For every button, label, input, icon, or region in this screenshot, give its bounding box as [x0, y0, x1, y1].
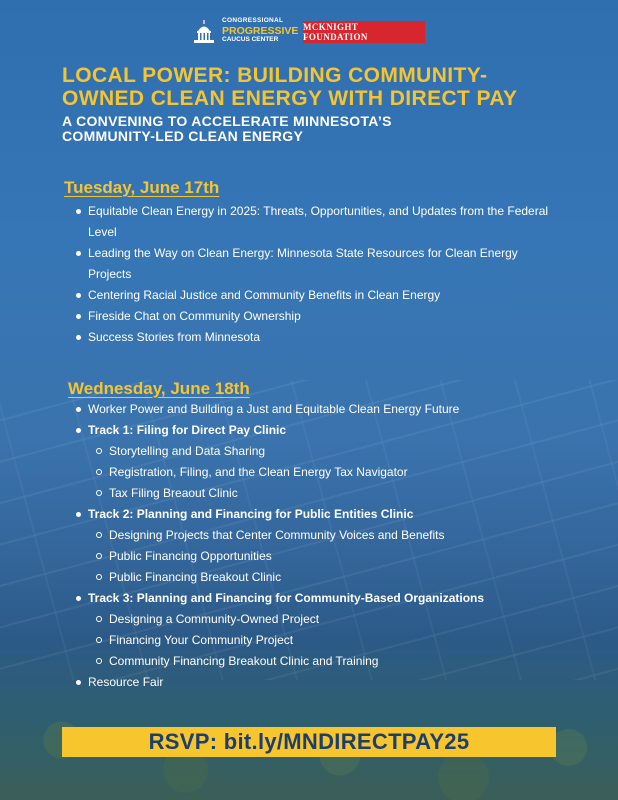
sub-item: Community Financing Breakout Clinic and Training — [109, 651, 558, 672]
sub-item: Financing Your Community Project — [109, 630, 558, 651]
day1-heading: Tuesday, June 17th — [64, 178, 220, 197]
title-line1: LOCAL POWER: BUILDING COMMUNITY- — [62, 64, 488, 87]
subtitle-line2: COMMUNITY-LED CLEAN ENERGY — [62, 128, 304, 144]
track-title: Track 1: Filing for Direct Pay Clinic — [88, 423, 287, 437]
list-item: Leading the Way on Clean Energy: Minnesota State Resources for Clean Energy Projects — [88, 243, 558, 285]
cpcc-line1: CONGRESSIONAL — [222, 17, 284, 24]
day2-heading: Wednesday, June 18th — [68, 379, 250, 398]
list-item: Worker Power and Building a Just and Equitable Clean Energy Future — [88, 399, 558, 420]
track-title: Track 2: Planning and Financing for Public Entities Clinic — [88, 507, 414, 521]
cpcc-line2: PROGRESSIVE — [222, 24, 299, 37]
page-subtitle — [62, 114, 392, 144]
track-item — [88, 504, 558, 588]
list-item: Success Stories from Minnesota — [88, 327, 558, 348]
track-sublist — [109, 609, 558, 672]
sub-item: Public Financing Breakout Clinic — [109, 567, 558, 588]
sub-item: Designing a Community-Owned Project — [109, 609, 558, 630]
list-item: Resource Fair — [88, 672, 558, 693]
page-title — [62, 64, 582, 110]
track-item — [88, 420, 558, 504]
title-line2: OWNED CLEAN ENERGY WITH DIRECT PAY — [62, 87, 518, 110]
sub-item: Designing Projects that Center Community Voices and Benefits — [109, 525, 558, 546]
logo-bar — [0, 16, 618, 48]
sub-item: Registration, Filing, and the Clean Energy Tax Navigator — [109, 462, 558, 483]
rsvp-banner[interactable]: RSVP: bit.ly/MNDIRECTPAY25 — [62, 727, 556, 757]
track-sublist — [109, 441, 558, 504]
day1-agenda — [88, 201, 558, 348]
list-item: Centering Racial Justice and Community Benefits in Clean Energy — [88, 285, 558, 306]
sub-item: Public Financing Opportunities — [109, 546, 558, 567]
mcknight-logo: MCKNIGHT FOUNDATION — [303, 21, 425, 43]
sub-item: Storytelling and Data Sharing — [109, 441, 558, 462]
cpcc-logo — [192, 17, 299, 46]
track-sublist — [109, 525, 558, 588]
list-item: Fireside Chat on Community Ownership — [88, 306, 558, 327]
day2-agenda — [88, 399, 558, 693]
sub-item: Tax Filing Breaout Clinic — [109, 483, 558, 504]
track-title: Track 3: Planning and Financing for Community-Based Organizations — [88, 591, 485, 605]
track-item — [88, 588, 558, 672]
capitol-icon — [192, 20, 216, 44]
subtitle-line1: A CONVENING TO ACCELERATE MINNESOTA’S — [62, 113, 392, 129]
cpcc-line3: CAUCUS CENTER — [222, 36, 279, 43]
list-item: Equitable Clean Energy in 2025: Threats, Opportunities, and Updates from the Federal Level — [88, 201, 558, 243]
